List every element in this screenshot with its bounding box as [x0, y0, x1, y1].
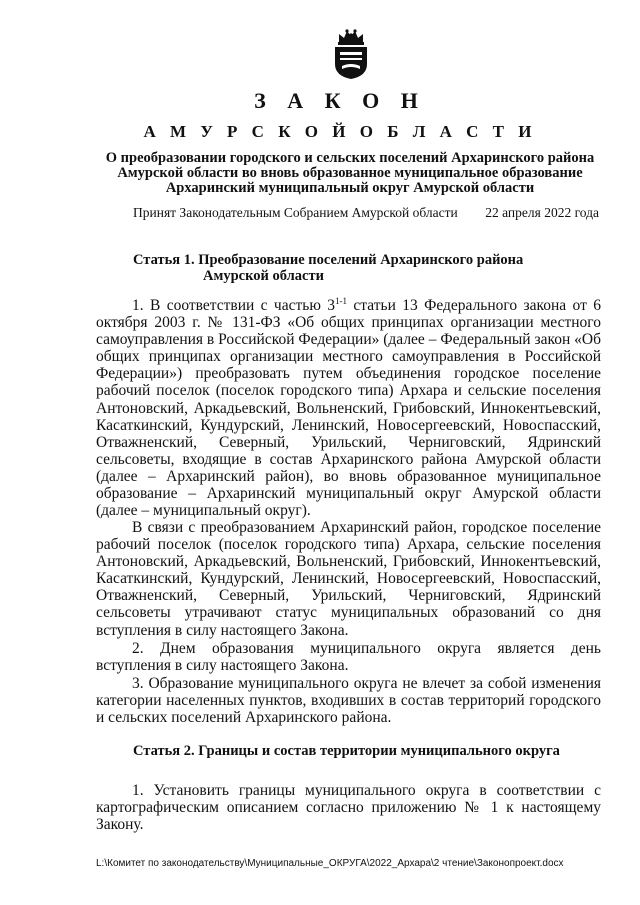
coat-of-arms-icon — [330, 28, 372, 80]
adopted-date: 22 апреля 2022 года — [485, 205, 599, 220]
article-2-title: Статья 2. Границы и состав территории муниципального округа — [133, 743, 560, 759]
part-superscript: 1-1 — [335, 295, 348, 306]
article-1-title — [133, 252, 553, 284]
article-1-paragraph-4: 3. Образование муниципального округа не влечет за собой изменения категории населенных пунктов, входивших в состав территорий городского и сельских поселений Архаринского района. — [96, 675, 601, 727]
paragraph-1-rest: статьи 13 Федерального закона от 6 октября 2003 г. № 131-ФЗ «Об общих принципах организации местного самоуправления в Российской Федерации» (далее – Федеральный закон «Об общих принципах организации местного самоуправления в Российской Федерации») преобразовать путем объединения городское поселение рабочий поселок (поселок городского типа) Архара и сельские поселения Антоновский, Аркадьевский, Вольненский, Грибовский, Иннокентьевский, Касаткинский, Кундурский, Ленинский, Новосергеевский, Новоспасский, Отважненский, Северный, Урильский, Черниговский, Ядринский сельсоветы, входящие в состав Архаринского района Амурской области (далее – Архаринский район), во вновь образованное муниципальное образование – Архаринский муниципальный округ Амурской области (далее – муниципальный округ). — [96, 297, 601, 520]
article-1-paragraph-3: 2. Днем образования муниципального округа является день вступления в силу настоящего Закона. — [96, 640, 601, 675]
adoption-line — [133, 205, 599, 221]
article-2-paragraph-1: 1. Установить границы муниципального округа в соответствии с картографическим описанием согласно приложению № 1 к настоящему Закону. — [96, 782, 601, 834]
law-title: З А К О Н — [254, 88, 426, 113]
file-path-footer: L:\Комитет по законодательству\Муниципальные_ОКРУГА\2022_Архара\2 чтение\Законопроект.docx — [96, 858, 564, 869]
article-1-title-line-2: Амурской области — [203, 268, 324, 284]
paragraph-1-start: 1. В соответствии с частью 3 — [132, 297, 336, 314]
article-1-title-line-1: Статья 1. Преобразование поселений Архаринского района — [133, 252, 524, 268]
law-heading: О преобразовании городского и сельских поселений Архаринского района Амурской области во вновь образованное муниципальное образование Архаринский муниципальный округ Амурской области — [105, 150, 595, 196]
region-title: А М У Р С К О Й О Б Л А С Т И — [143, 122, 537, 141]
article-1-paragraph-2: В связи с преобразованием Архаринский район, городское поселение рабочий поселок (поселок городского типа) Архара, сельские поселения Антоновский, Аркадьевский, Вольненский, Грибовский, Иннокентьевский, Касаткинский, Кундурский, Ленинский, Новосергеевский, Новоспасский, Отважненский, Северный, Урильский, Черниговский, Ядринский сельсоветы утрачивают статус муниципальных образований со дня вступления в силу настоящего Закона. — [96, 519, 601, 639]
adopted-by: Принят Законодательным Собранием Амурской области — [133, 205, 458, 220]
article-1-paragraph-1 — [96, 297, 601, 519]
